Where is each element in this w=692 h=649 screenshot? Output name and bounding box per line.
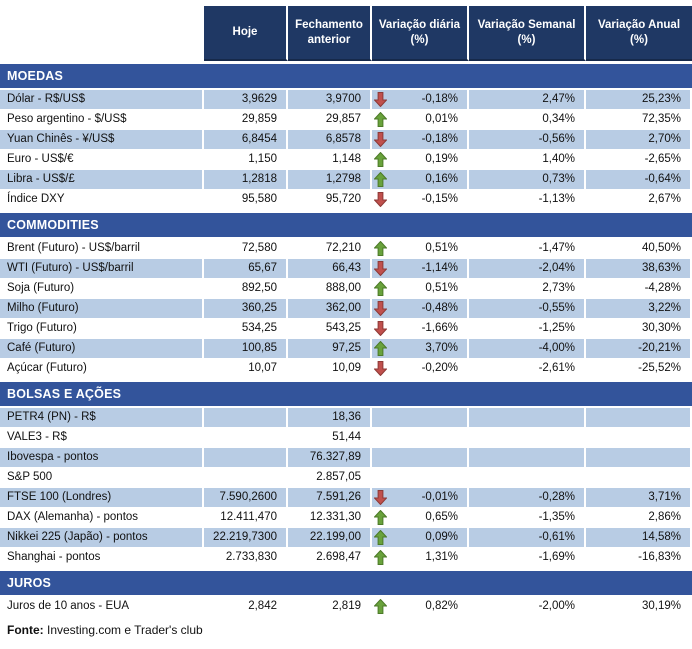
instrument-label: Café (Futuro) bbox=[0, 339, 204, 358]
variacao-anual-value: 30,19% bbox=[586, 597, 692, 616]
hoje-value: 892,50 bbox=[204, 279, 288, 298]
instrument-label: Brent (Futuro) - US$/barril bbox=[0, 239, 204, 258]
instrument-label: Açúcar (Futuro) bbox=[0, 359, 204, 378]
variacao-semanal-value: -2,04% bbox=[469, 259, 586, 278]
instrument-label: Índice DXY bbox=[0, 190, 204, 209]
variacao-anual-value: 2,70% bbox=[586, 130, 692, 149]
variacao-semanal-value: -1,69% bbox=[469, 548, 586, 567]
fechamento-value: 66,43 bbox=[288, 259, 372, 278]
down-arrow-icon bbox=[374, 490, 387, 505]
hoje-value: 2.733,830 bbox=[204, 548, 288, 567]
variacao-anual-value: -25,52% bbox=[586, 359, 692, 378]
instrument-label: Ibovespa - pontos bbox=[0, 448, 204, 467]
table-row bbox=[0, 448, 692, 468]
variacao-diaria-value: 0,51% bbox=[372, 279, 469, 298]
fechamento-value: 51,44 bbox=[288, 428, 372, 447]
variacao-anual-value bbox=[586, 448, 692, 467]
variacao-semanal-value: 1,40% bbox=[469, 150, 586, 169]
variacao-anual-value: 14,58% bbox=[586, 528, 692, 547]
table-row bbox=[0, 548, 692, 568]
variacao-semanal-value: -1,13% bbox=[469, 190, 586, 209]
table-row bbox=[0, 597, 692, 617]
variacao-anual-value: 25,23% bbox=[586, 90, 692, 109]
up-arrow-icon bbox=[374, 510, 387, 525]
hoje-value bbox=[204, 468, 288, 487]
instrument-label: Shanghai - pontos bbox=[0, 548, 204, 567]
section-header-juros: JUROS bbox=[0, 571, 692, 595]
variacao-anual-value: -20,21% bbox=[586, 339, 692, 358]
variacao-anual-value: 30,30% bbox=[586, 319, 692, 338]
variacao-anual-value bbox=[586, 428, 692, 447]
variacao-diaria-value bbox=[372, 428, 469, 447]
instrument-label: Nikkei 225 (Japão) - pontos bbox=[0, 528, 204, 547]
hoje-value bbox=[204, 428, 288, 447]
column-header-hoje: Hoje bbox=[204, 6, 288, 61]
section-header-moedas: MOEDAS bbox=[0, 64, 692, 88]
variacao-anual-value: -16,83% bbox=[586, 548, 692, 567]
column-header-fechamento: Fechamento anterior bbox=[288, 6, 372, 61]
source-note bbox=[0, 617, 692, 637]
hoje-value: 65,67 bbox=[204, 259, 288, 278]
instrument-label: FTSE 100 (Londres) bbox=[0, 488, 204, 507]
table-row bbox=[0, 488, 692, 508]
variacao-anual-value: 3,22% bbox=[586, 299, 692, 318]
table-row bbox=[0, 130, 692, 150]
variacao-diaria-value: 0,09% bbox=[372, 528, 469, 547]
hoje-value: 29,859 bbox=[204, 110, 288, 129]
instrument-label: Dólar - R$/US$ bbox=[0, 90, 204, 109]
variacao-semanal-value: -2,61% bbox=[469, 359, 586, 378]
instrument-label: Soja (Futuro) bbox=[0, 279, 204, 298]
variacao-diaria-value: 0,65% bbox=[372, 508, 469, 527]
hoje-value: 1,150 bbox=[204, 150, 288, 169]
variacao-semanal-value bbox=[469, 448, 586, 467]
fechamento-value: 97,25 bbox=[288, 339, 372, 358]
variacao-diaria-value: 3,70% bbox=[372, 339, 469, 358]
variacao-diaria-value: -0,01% bbox=[372, 488, 469, 507]
variacao-diaria-value: -0,48% bbox=[372, 299, 469, 318]
hoje-value: 534,25 bbox=[204, 319, 288, 338]
table-row bbox=[0, 299, 692, 319]
variacao-diaria-value: 0,01% bbox=[372, 110, 469, 129]
variacao-semanal-value: -1,25% bbox=[469, 319, 586, 338]
variacao-semanal-value: -2,00% bbox=[469, 597, 586, 616]
down-arrow-icon bbox=[374, 261, 387, 276]
fechamento-value: 362,00 bbox=[288, 299, 372, 318]
table-row bbox=[0, 259, 692, 279]
hoje-value: 3,9629 bbox=[204, 90, 288, 109]
instrument-label: WTI (Futuro) - US$/barril bbox=[0, 259, 204, 278]
variacao-diaria-value: 0,19% bbox=[372, 150, 469, 169]
variacao-semanal-value: -1,35% bbox=[469, 508, 586, 527]
fechamento-value: 2,819 bbox=[288, 597, 372, 616]
variacao-anual-value: 2,86% bbox=[586, 508, 692, 527]
hoje-value: 95,580 bbox=[204, 190, 288, 209]
fechamento-value: 10,09 bbox=[288, 359, 372, 378]
hoje-value: 1,2818 bbox=[204, 170, 288, 189]
table-row bbox=[0, 359, 692, 379]
hoje-value bbox=[204, 448, 288, 467]
variacao-anual-value: 38,63% bbox=[586, 259, 692, 278]
instrument-label: S&P 500 bbox=[0, 468, 204, 487]
instrument-label: Euro - US$/€ bbox=[0, 150, 204, 169]
variacao-semanal-value: 0,73% bbox=[469, 170, 586, 189]
table-row bbox=[0, 110, 692, 130]
header-spacer bbox=[0, 6, 204, 61]
variacao-anual-value bbox=[586, 408, 692, 427]
table-row bbox=[0, 339, 692, 359]
hoje-value: 7.590,2600 bbox=[204, 488, 288, 507]
instrument-label: Libra - US$/£ bbox=[0, 170, 204, 189]
variacao-diaria-value: -0,18% bbox=[372, 90, 469, 109]
fechamento-value: 2.857,05 bbox=[288, 468, 372, 487]
fechamento-value: 1,2798 bbox=[288, 170, 372, 189]
variacao-semanal-value: -0,61% bbox=[469, 528, 586, 547]
column-header-variacao-anual: Variação Anual (%) bbox=[586, 6, 692, 61]
hoje-value: 22.219,7300 bbox=[204, 528, 288, 547]
hoje-value: 12.411,470 bbox=[204, 508, 288, 527]
down-arrow-icon bbox=[374, 301, 387, 316]
variacao-semanal-value: -0,56% bbox=[469, 130, 586, 149]
variacao-semanal-value: 0,34% bbox=[469, 110, 586, 129]
fechamento-value: 2.698,47 bbox=[288, 548, 372, 567]
up-arrow-icon bbox=[374, 172, 387, 187]
table-row bbox=[0, 319, 692, 339]
variacao-diaria-value: -1,14% bbox=[372, 259, 469, 278]
fechamento-value: 543,25 bbox=[288, 319, 372, 338]
variacao-semanal-value bbox=[469, 468, 586, 487]
variacao-diaria-value: 0,51% bbox=[372, 239, 469, 258]
instrument-label: Peso argentino - $/US$ bbox=[0, 110, 204, 129]
fechamento-value: 95,720 bbox=[288, 190, 372, 209]
variacao-diaria-value: 0,82% bbox=[372, 597, 469, 616]
fechamento-value: 18,36 bbox=[288, 408, 372, 427]
hoje-value: 2,842 bbox=[204, 597, 288, 616]
down-arrow-icon bbox=[374, 321, 387, 336]
variacao-diaria-value: 0,16% bbox=[372, 170, 469, 189]
up-arrow-icon bbox=[374, 341, 387, 356]
table-row bbox=[0, 428, 692, 448]
up-arrow-icon bbox=[374, 281, 387, 296]
column-header-variacao-diaria: Variação diária (%) bbox=[372, 6, 469, 61]
variacao-anual-value: -4,28% bbox=[586, 279, 692, 298]
down-arrow-icon bbox=[374, 192, 387, 207]
variacao-diaria-value: 1,31% bbox=[372, 548, 469, 567]
up-arrow-icon bbox=[374, 112, 387, 127]
variacao-diaria-value: -0,20% bbox=[372, 359, 469, 378]
variacao-anual-value: -0,64% bbox=[586, 170, 692, 189]
hoje-value: 10,07 bbox=[204, 359, 288, 378]
variacao-anual-value: 3,71% bbox=[586, 488, 692, 507]
variacao-anual-value: -2,65% bbox=[586, 150, 692, 169]
variacao-anual-value: 40,50% bbox=[586, 239, 692, 258]
fechamento-value: 6,8578 bbox=[288, 130, 372, 149]
variacao-semanal-value bbox=[469, 428, 586, 447]
fechamento-value: 72,210 bbox=[288, 239, 372, 258]
fechamento-value: 3,9700 bbox=[288, 90, 372, 109]
variacao-semanal-value: 2,73% bbox=[469, 279, 586, 298]
hoje-value: 6,8454 bbox=[204, 130, 288, 149]
table-row bbox=[0, 170, 692, 190]
table-row bbox=[0, 408, 692, 428]
hoje-value: 360,25 bbox=[204, 299, 288, 318]
fechamento-value: 76.327,89 bbox=[288, 448, 372, 467]
table-row bbox=[0, 190, 692, 210]
variacao-diaria-value bbox=[372, 408, 469, 427]
fechamento-value: 7.591,26 bbox=[288, 488, 372, 507]
table-header-row bbox=[0, 6, 692, 61]
variacao-diaria-value bbox=[372, 468, 469, 487]
fechamento-value: 22.199,00 bbox=[288, 528, 372, 547]
variacao-semanal-value bbox=[469, 408, 586, 427]
section-header-bolsas-e-a-es: BOLSAS E AÇÕES bbox=[0, 382, 692, 406]
fechamento-value: 12.331,30 bbox=[288, 508, 372, 527]
column-header-variacao-semanal: Variação Semanal (%) bbox=[469, 6, 586, 61]
variacao-semanal-value: 2,47% bbox=[469, 90, 586, 109]
variacao-diaria-value: -0,18% bbox=[372, 130, 469, 149]
table-row bbox=[0, 528, 692, 548]
market-table bbox=[0, 64, 692, 617]
variacao-diaria-value: -0,15% bbox=[372, 190, 469, 209]
variacao-semanal-value: -0,55% bbox=[469, 299, 586, 318]
instrument-label: Juros de 10 anos - EUA bbox=[0, 597, 204, 616]
instrument-label: DAX (Alemanha) - pontos bbox=[0, 508, 204, 527]
down-arrow-icon bbox=[374, 361, 387, 376]
down-arrow-icon bbox=[374, 132, 387, 147]
variacao-anual-value: 2,67% bbox=[586, 190, 692, 209]
section-header-commodities: COMMODITIES bbox=[0, 213, 692, 237]
variacao-semanal-value: -4,00% bbox=[469, 339, 586, 358]
variacao-anual-value: 72,35% bbox=[586, 110, 692, 129]
hoje-value: 72,580 bbox=[204, 239, 288, 258]
instrument-label: PETR4 (PN) - R$ bbox=[0, 408, 204, 427]
fechamento-value: 29,857 bbox=[288, 110, 372, 129]
variacao-diaria-value: -1,66% bbox=[372, 319, 469, 338]
instrument-label: Trigo (Futuro) bbox=[0, 319, 204, 338]
source-label: Fonte: bbox=[7, 623, 44, 637]
hoje-value: 100,85 bbox=[204, 339, 288, 358]
variacao-semanal-value: -0,28% bbox=[469, 488, 586, 507]
variacao-diaria-value bbox=[372, 448, 469, 467]
down-arrow-icon bbox=[374, 92, 387, 107]
variacao-semanal-value: -1,47% bbox=[469, 239, 586, 258]
fechamento-value: 1,148 bbox=[288, 150, 372, 169]
table-row bbox=[0, 279, 692, 299]
table-row bbox=[0, 468, 692, 488]
up-arrow-icon bbox=[374, 241, 387, 256]
table-row bbox=[0, 90, 692, 110]
source-text: Investing.com e Trader's club bbox=[43, 623, 203, 637]
up-arrow-icon bbox=[374, 599, 387, 614]
instrument-label: Yuan Chinês - ¥/US$ bbox=[0, 130, 204, 149]
up-arrow-icon bbox=[374, 550, 387, 565]
up-arrow-icon bbox=[374, 530, 387, 545]
hoje-value bbox=[204, 408, 288, 427]
table-row bbox=[0, 508, 692, 528]
table-row bbox=[0, 150, 692, 170]
instrument-label: VALE3 - R$ bbox=[0, 428, 204, 447]
up-arrow-icon bbox=[374, 152, 387, 167]
fechamento-value: 888,00 bbox=[288, 279, 372, 298]
variacao-anual-value bbox=[586, 468, 692, 487]
table-row bbox=[0, 239, 692, 259]
instrument-label: Milho (Futuro) bbox=[0, 299, 204, 318]
